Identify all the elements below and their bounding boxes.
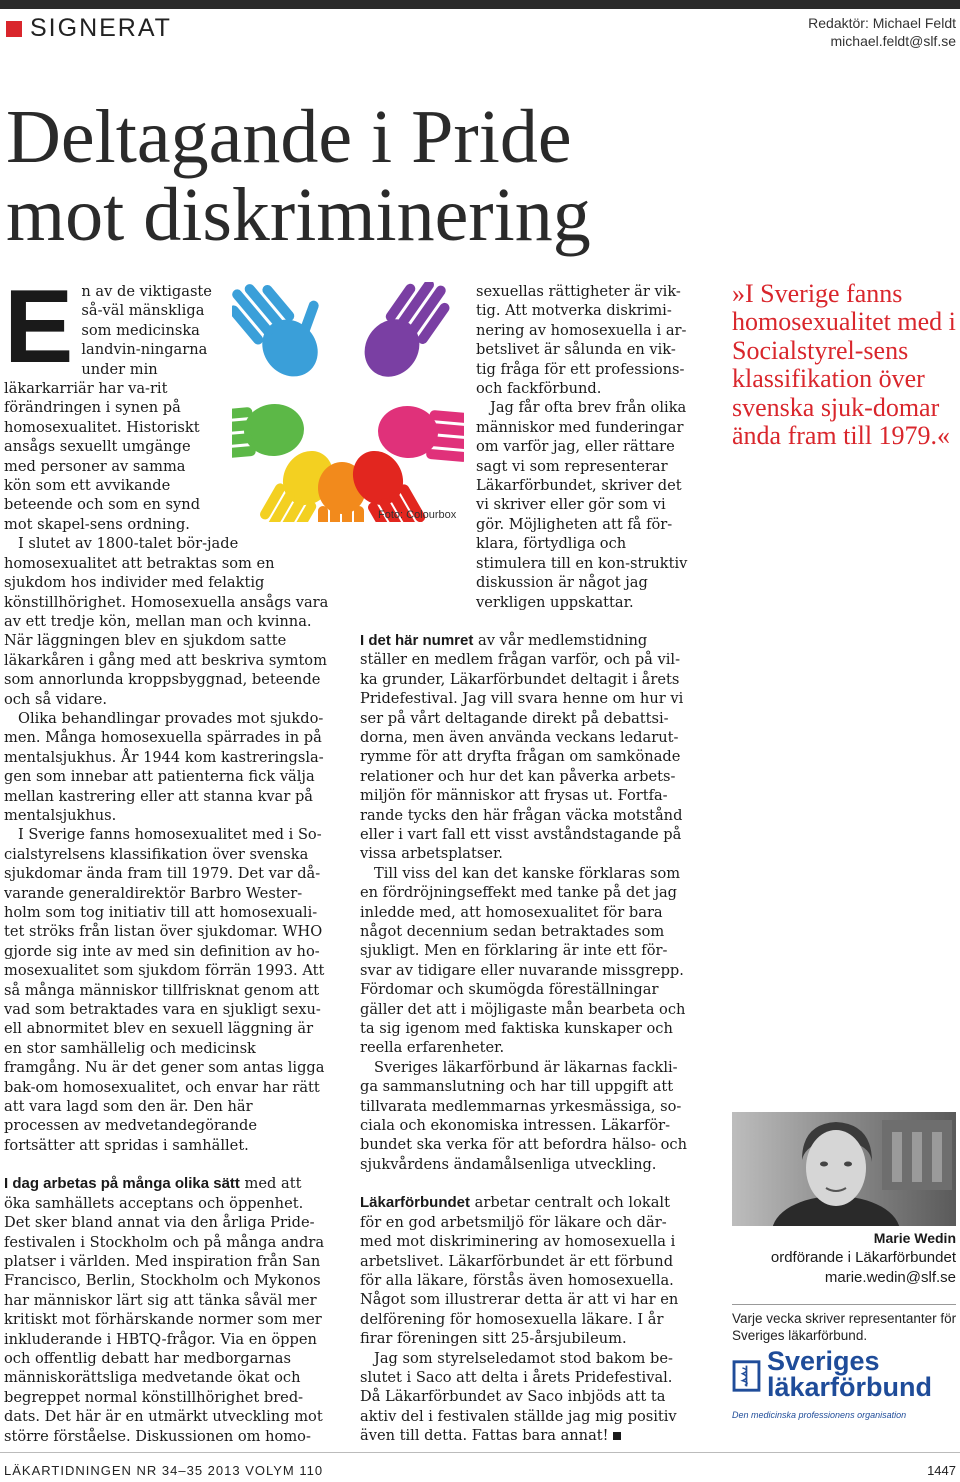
paragraph: I dag arbetas på många olika sätt med att öka samhällets acceptans och öppenhet. Det sker bland annat via den årliga Pride-festivalen i Stockholm och på många andra platser i världen. Med inspiration från San Francisco, Berlin, Stockholm och Mykonos har människor lärt sig att tänka såväl mer kritiskt mot förhärskande normer som mer inkluderande i HBTQ-frågor. Via en öppen och offentlig debatt har medborgarnas människorättsliga medvetande ökat och begreppet normal könstillhörighet bred-dats. Det här är en utmärkt utveckling mot större förståelse. Diskussionen om homo- bbox=[4, 1175, 325, 1445]
author-email[interactable]: marie.wedin@slf.se bbox=[824, 1269, 956, 1286]
run-in-head: I det här numret bbox=[360, 631, 474, 649]
paragraph: I Sverige fanns homosexualitet med i So-cialstyrelsens klassifikation över svenska sjukdomar ända fram till 1979. Det var då-varande generaldirektör Barbro Wester-holm som tog initiativ till att homosexuali-tet ströks från listan över sjukdomar. WHO gjorde sig inte av med sin definition av ho-mosexualitet som sjukdom förrän 1993. Att så många människor tillfrisknat genom att vad som betraktades vara en sjukligt sexu-ell abnormitet blev en sexuell läggning är en stor samhällelig och medicinsk framgång. Nu är det gener som antas ligga bak-om homosexualitet, och envar har rätt att vara lagd som den är. Den här processen av medvetandegörande fortsätter att spridas i samhället. bbox=[4, 826, 325, 1154]
section-title: SIGNERAT bbox=[30, 14, 172, 42]
run-in-head: I dag arbetas på många olika sätt bbox=[4, 1175, 240, 1193]
editor-name: Redaktör: Michael Feldt bbox=[808, 15, 956, 31]
top-rule bbox=[0, 0, 960, 9]
run-in-head: Läkarförbundet bbox=[360, 1194, 471, 1212]
divider bbox=[732, 1304, 956, 1305]
logo-tagline: Den medicinska professionens organisation bbox=[732, 1410, 907, 1420]
author-info bbox=[771, 1228, 956, 1288]
slf-logo bbox=[732, 1348, 932, 1420]
article-column-2 bbox=[360, 282, 690, 1446]
bottom-rule bbox=[0, 1452, 960, 1453]
headline-line-1: Deltagande i Pride bbox=[6, 95, 572, 179]
logo-line-1: Sveriges bbox=[766, 1346, 880, 1376]
paragraph: Olika behandlingar provades mot sjukdo-men. Många homosexuella spärrades in på mentalsjukhus. År 1944 kom kastreringsla-gen som innebar att patienterna fick välja mellan kastrering eller att stanna kvar på mentalsjukhus. bbox=[4, 709, 324, 824]
paragraph: Läkarförbundet arbetar centralt och lokalt för en god arbetsmiljö för läkare och där-med mot diskriminering av homosexuella i arbetslivet. Läkarförbundet är ett förbund för alla läkare, förstås även homosexuella. Något som illustrerar detta är att vi har en delförening för homosexuella läkare. I år firar föreningen sitt 25-årsjubileum. bbox=[360, 1194, 679, 1348]
paragraph: Sveriges läkarförbund är läkarnas fackli-ga sammanslutning och har till uppgift att tillvarata medlemmarnas yrkesmässiga, so-ciala och ekonomiska intressen. Läkarför-bundet ska verka för att befordra hälso- och sjukvårdens ändamålsenliga utveckling. bbox=[360, 1058, 687, 1173]
author-title: ordförande i Läkarförbundet bbox=[770, 1249, 956, 1266]
article-column-1 bbox=[4, 269, 332, 1446]
paragraph: Jag får ofta brev från olika människor med funderingar om varför jag, eller rättare sagt vi som representerar Läkarförbundet, skriver det vi skriver eller gör som vi gör. Möjligheten att få för-klara, förtydliga och stimulera till en kon-struktiv diskussion är något jag verkligen uppskattar. bbox=[476, 399, 688, 611]
drop-cap: E bbox=[4, 269, 74, 385]
section-label bbox=[6, 14, 172, 43]
headline-line-2: mot diskriminering bbox=[6, 173, 591, 257]
paragraph: sexuellas rättigheter är vik-tig. Att motverka diskrimi-nering av homosexuella i ar-betslivet är sålunda en vik-tig fråga för ett professions- och fackförbund. bbox=[476, 283, 687, 398]
photo-credit: Foto: Colourbox bbox=[378, 509, 457, 521]
paragraph: n av de viktigaste så-väl mänskliga som medicinska landvin-ningarna under min läkarkarriär har va-rit förändringen i synen på homosexualitet. Historiskt ansågs sexuellt umgänge med personer av samma kön som ett avvikande beteende och som en synd mot skapel-sens ordning. bbox=[4, 283, 212, 533]
paragraph: I slutet av 1800-talet bör-jade homosexualitet att betraktas som en sjukdom hos individer med felaktig könstillhörighet. Homosexuella ansågs vara av ett tredje kön, mellan man och kvinna. När läggningen blev en sjukdom satte läkarkåren i gång med att beskriva symtom som annorlunda kroppsbyggnad, beteende och så vidare. bbox=[4, 535, 329, 708]
editor-info bbox=[808, 14, 956, 50]
pull-quote: »I Sverige fanns homosexualitet med i Socialstyrel-sens klassifikation över svenska sjuk-domar ända fram till 1979.« bbox=[732, 279, 956, 451]
page-number: 1447 bbox=[927, 1463, 956, 1478]
logo-line-2: läkarförbund bbox=[766, 1372, 932, 1402]
end-mark-icon bbox=[613, 1432, 621, 1440]
article-headline bbox=[6, 95, 591, 257]
red-square-icon bbox=[6, 21, 22, 37]
paragraph: I det här numret av vår medlemstidning ställer en medlem frågan varför, och på vil-ka grunder, Läkarförbundet deltagit i årets Pridefestival. Jag vill svara henne om hur vi ser på vårt deltagande direkt på debattsi-dorna, men även använda veckans ledarut-rymme för att dryfta frågan om samkönade relationer och hur det kan påverka arbets-miljön för människor att frysas ut. Fortfa-rande tycks den här frågan väcka motstånd eller i vart fall ett visst avståndstagande på vissa arbetsplatser. bbox=[360, 631, 684, 863]
journal-footer: LÄKARTIDNINGEN NR 34–35 2013 VOLYM 110 bbox=[4, 1463, 324, 1478]
column-note: Varje vecka skriver representanter för Sveriges läkarförbund. bbox=[732, 1311, 957, 1343]
editor-email[interactable]: michael.feldt@slf.se bbox=[830, 33, 956, 49]
author-portrait bbox=[732, 1112, 956, 1226]
aesculapius-icon bbox=[732, 1348, 761, 1404]
author-name: Marie Wedin bbox=[873, 1230, 956, 1246]
logo-wordmark bbox=[767, 1348, 932, 1400]
paragraph: Till viss del kan det kanske förklaras som en fördröjningseffekt med tanke på det jag inledde med, att homosexualitet för bara något decennium sedan betraktades som sjukligt. Men en förklaring är inte ett för-svar av tidigare eller nuvarande missgrepp. Fördomar och skumögda föreställningar gäller det att i möjligaste mån bearbeta och ta sig igenom med faktiska kunskaper och reella erfarenheter. bbox=[360, 864, 686, 1057]
paragraph: Jag som styrelseledamot stod bakom be-slutet i Saco att delta i årets Pridefestival. Då Läkarförbundet av Saco inbjöds att ta aktiv del i festivalen ställde jag mig positiv även till detta. Fattas bara annat! bbox=[360, 1349, 677, 1445]
